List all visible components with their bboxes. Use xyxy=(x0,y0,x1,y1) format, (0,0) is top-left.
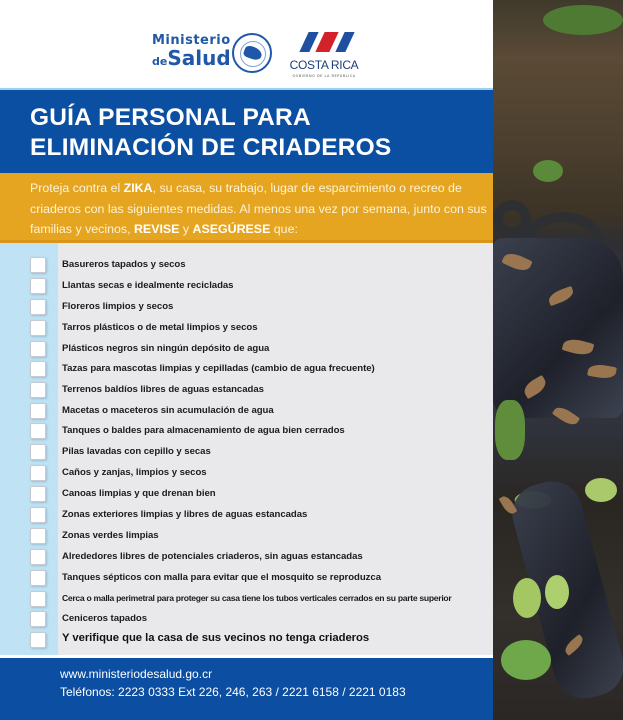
checklist-item-label: Tazas para mascotas limpias y cepilladas (cambio de agua frecuente) xyxy=(62,363,375,374)
checkbox[interactable] xyxy=(30,257,46,273)
checklist-item-final[interactable] xyxy=(0,630,493,650)
country-name: COSTA RICA xyxy=(289,58,359,72)
breeding-site-photo xyxy=(493,0,623,720)
checklist-item-label: Basureros tapados y secos xyxy=(62,259,186,270)
checklist-item-label: Ceniceros tapados xyxy=(62,613,147,624)
checklist-item-label: Y verifique que la casa de sus vecinos no tenga criaderos xyxy=(62,632,370,644)
checklist-item-label: Caños y zanjas, limpios y secos xyxy=(62,467,207,478)
checkbox[interactable] xyxy=(30,570,46,586)
checklist-item[interactable] xyxy=(0,339,493,359)
checkbox[interactable] xyxy=(30,591,46,607)
checklist-item[interactable] xyxy=(0,401,493,421)
checklist-item-label: Alrededores libres de potenciales criaderos, sin aguas estancadas xyxy=(62,551,363,562)
checkbox[interactable] xyxy=(30,361,46,377)
ministerio-de-salud-logo xyxy=(152,33,274,77)
checklist-item[interactable] xyxy=(0,380,493,400)
checklist-item-label: Floreros limpios y secos xyxy=(62,301,174,312)
checklist-item-label: Cerca o malla perimetral para proteger su casa tiene los tubos verticales cerrados en su parte superior xyxy=(62,593,452,603)
checkbox[interactable] xyxy=(30,382,46,398)
checkbox[interactable] xyxy=(30,465,46,481)
checklist-item-label: Pilas lavadas con cepillo y secas xyxy=(62,446,211,457)
checklist-item-label: Tanques sépticos con malla para evitar que el mosquito se reproduzca xyxy=(62,572,381,583)
checklist-item[interactable] xyxy=(0,318,493,338)
checkbox[interactable] xyxy=(30,299,46,315)
logo-text-line1: Ministerio xyxy=(152,33,231,48)
checkbox[interactable] xyxy=(30,507,46,523)
government-subtitle: GOBIERNO DE LA REPÚBLICA xyxy=(292,74,356,78)
checklist-item[interactable] xyxy=(0,463,493,483)
checklist-item-label: Tanques o baldes para almacenamiento de agua bien cerrados xyxy=(62,425,345,436)
intro-text: Proteja contra el ZIKA, su casa, su trabajo, lugar de esparcimiento o recreo de criaderos con las siguientes medidas. Al menos una vez por semana, junto con sus familias y vecinos, REVISE y ASEGÚRESE que: xyxy=(30,181,487,236)
page-title-line2: ELIMINACIÓN DE CRIADEROS xyxy=(30,134,392,161)
checklist-item-label: Zonas exteriores limpias y libres de aguas estancadas xyxy=(62,509,308,520)
checklist-item[interactable] xyxy=(0,297,493,317)
checklist-item[interactable] xyxy=(0,589,493,609)
checklist-item-label: Tarros plásticos o de metal limpios y secos xyxy=(62,322,258,333)
checklist-item[interactable] xyxy=(0,276,493,296)
checkbox[interactable] xyxy=(30,278,46,294)
checklist-item[interactable] xyxy=(0,484,493,504)
ministry-seal-icon xyxy=(232,33,272,73)
footer xyxy=(0,655,493,720)
title-band xyxy=(0,90,493,173)
checklist-item-label: Canoas limpias y que drenan bien xyxy=(62,488,216,499)
checklist-item[interactable] xyxy=(0,421,493,441)
checklist-item[interactable] xyxy=(0,547,493,567)
checkbox[interactable] xyxy=(30,423,46,439)
checkbox[interactable] xyxy=(30,320,46,336)
checkbox[interactable] xyxy=(30,341,46,357)
checklist-item-label: Llantas secas e idealmente recicladas xyxy=(62,280,234,291)
header xyxy=(0,0,493,90)
checklist-item[interactable] xyxy=(0,255,493,275)
checkbox[interactable] xyxy=(30,632,46,648)
website-link[interactable]: www.ministeriodesalud.go.cr xyxy=(60,667,213,681)
checklist-item[interactable] xyxy=(0,442,493,462)
checklist-item-label: Zonas verdes limpias xyxy=(62,530,159,541)
checkbox[interactable] xyxy=(30,403,46,419)
phone-numbers: Teléfonos: 2223 0333 Ext 226, 246, 263 / 2221 6158 / 2221 0183 xyxy=(60,685,406,699)
checklist-area xyxy=(0,243,493,655)
checklist-item[interactable] xyxy=(0,526,493,546)
checklist-item[interactable] xyxy=(0,568,493,588)
checklist-item-label: Plásticos negros sin ningún depósito de agua xyxy=(62,343,270,354)
logo-text-line2: deSalud xyxy=(152,46,231,70)
checkbox[interactable] xyxy=(30,611,46,627)
checkbox[interactable] xyxy=(30,486,46,502)
checklist-item[interactable] xyxy=(0,359,493,379)
page-title-line1: GUÍA PERSONAL PARA xyxy=(30,104,311,131)
checklist-item-label: Macetas o maceteros sin acumulación de agua xyxy=(62,405,274,416)
checkbox[interactable] xyxy=(30,444,46,460)
checklist-item[interactable] xyxy=(0,505,493,525)
checklist-item[interactable] xyxy=(0,609,493,629)
checkbox[interactable] xyxy=(30,528,46,544)
checkbox[interactable] xyxy=(30,549,46,565)
flag-stripes-icon xyxy=(298,32,354,52)
checklist-item-label: Terrenos baldíos libres de aguas estancadas xyxy=(62,384,264,395)
intro-band xyxy=(0,173,493,243)
costa-rica-government-logo xyxy=(284,30,364,82)
